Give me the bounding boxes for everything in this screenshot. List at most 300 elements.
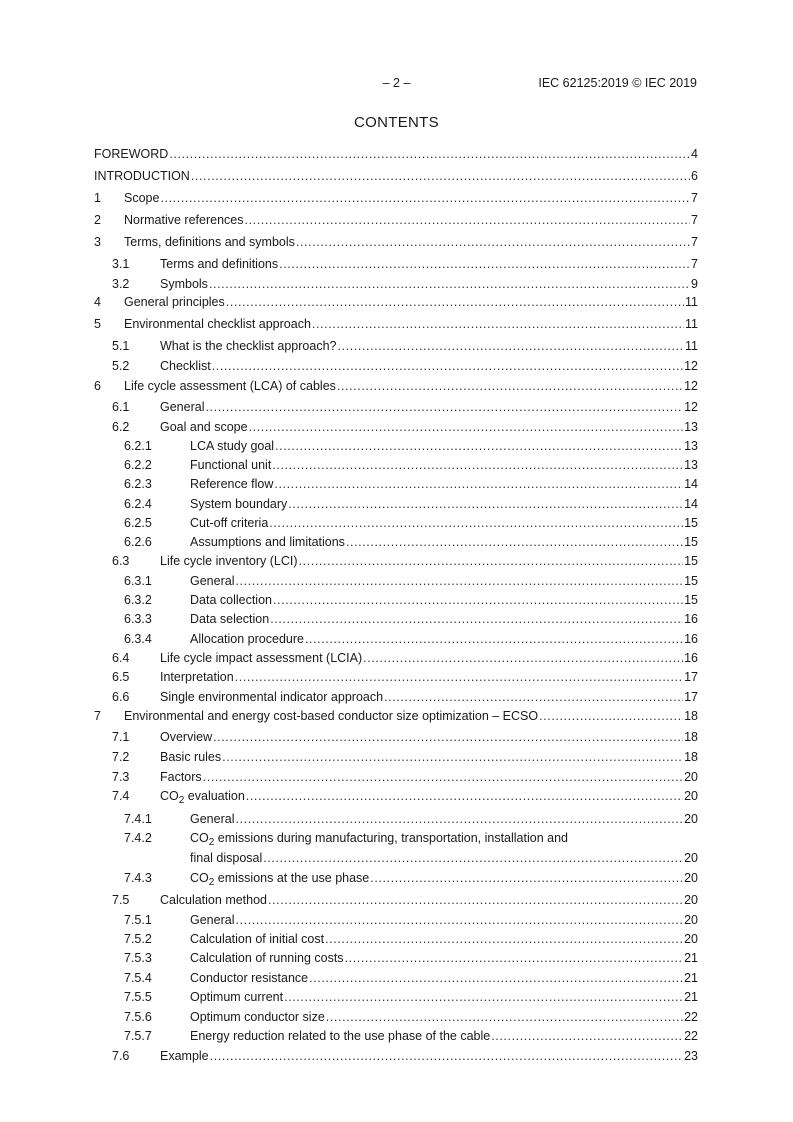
- entry-title: [124, 708, 538, 724]
- page-reference: 15: [684, 516, 698, 530]
- page-reference: 18: [684, 750, 698, 764]
- entry-number: 3.1: [112, 257, 130, 271]
- entry-number: 6.2.2: [124, 458, 152, 472]
- entry-body: [124, 212, 698, 228]
- page-reference: 7: [691, 235, 698, 249]
- entry-title: [124, 316, 311, 332]
- toc-entry[interactable]: [94, 378, 698, 394]
- entry-body: [190, 438, 698, 454]
- dot-leader: [205, 399, 683, 415]
- entry-title-text: Data selection: [190, 612, 270, 626]
- dot-leader: [337, 378, 683, 394]
- entry-number: 7.4.3: [124, 871, 152, 885]
- toc-entry[interactable]: [94, 970, 698, 986]
- entry-body: [190, 631, 698, 647]
- entry-number: 4: [94, 295, 101, 309]
- dot-leader: [210, 1048, 683, 1064]
- entry-number: 7.5.3: [124, 951, 152, 965]
- entry-body: [190, 850, 698, 866]
- entry-body: [94, 146, 698, 162]
- entry-number: 5: [94, 317, 101, 331]
- entry-title-text: Cut-off criteria: [190, 516, 269, 530]
- dot-leader: [269, 515, 683, 531]
- entry-number: 6.3.4: [124, 632, 152, 646]
- toc-entry[interactable]: [94, 1028, 698, 1044]
- running-header: [0, 76, 793, 92]
- entry-body: [160, 788, 698, 804]
- toc-entry[interactable]: [94, 316, 698, 332]
- toc-entry[interactable]: [94, 276, 698, 292]
- entry-title: [160, 358, 211, 374]
- entry-title: [190, 989, 283, 1005]
- dot-leader: [203, 769, 683, 785]
- page-reference: 20: [684, 913, 698, 927]
- entry-body: [124, 708, 698, 724]
- dot-leader: [326, 1009, 683, 1025]
- page-reference: 20: [684, 893, 698, 907]
- page-reference: 9: [691, 277, 698, 291]
- entry-body: [160, 650, 698, 666]
- entry-body: [190, 534, 698, 550]
- document-reference: IEC 62125:2019 © IEC 2019: [538, 76, 697, 90]
- toc-entry[interactable]: [94, 515, 698, 531]
- entry-title: [160, 729, 212, 745]
- entry-title: [160, 256, 278, 272]
- page-reference: 20: [684, 770, 698, 784]
- subscript: 2: [208, 837, 215, 848]
- entry-number: 6.3.2: [124, 593, 152, 607]
- entry-title-text: Terms, definitions and symbols: [124, 235, 295, 249]
- entry-number: 7.5.6: [124, 1010, 152, 1024]
- entry-title: [190, 850, 262, 866]
- toc-entry[interactable]: [94, 496, 698, 512]
- dot-leader: [305, 631, 683, 647]
- toc-entry[interactable]: [94, 611, 698, 627]
- entry-title: [160, 650, 362, 666]
- toc-entry[interactable]: [94, 769, 698, 785]
- entry-number: 7.5: [112, 893, 130, 907]
- toc-entry[interactable]: [94, 850, 698, 866]
- entry-number: 6.2.4: [124, 497, 152, 511]
- toc-entry[interactable]: [94, 438, 698, 454]
- dot-leader: [325, 931, 683, 947]
- toc-entry[interactable]: [94, 212, 698, 228]
- entry-title: [160, 1048, 209, 1064]
- toc-entry[interactable]: [94, 931, 698, 947]
- entry-body: [190, 592, 698, 608]
- entry-body: [190, 830, 698, 846]
- entry-number: 7.4.1: [124, 812, 152, 826]
- dot-leader: [279, 256, 690, 272]
- entry-title: [160, 788, 245, 804]
- toc-entry[interactable]: [94, 168, 698, 184]
- page-reference: 16: [684, 632, 698, 646]
- page-reference: 20: [684, 932, 698, 946]
- entry-title: [160, 419, 248, 435]
- page-reference: 22: [684, 1029, 698, 1043]
- page-reference: 20: [684, 871, 698, 885]
- toc-entry[interactable]: [94, 950, 698, 966]
- page-reference: 11: [685, 339, 698, 353]
- entry-title: [190, 1028, 490, 1044]
- page-reference: 22: [684, 1010, 698, 1024]
- entry-title: [190, 970, 308, 986]
- entry-body: [190, 970, 698, 986]
- entry-title: [190, 534, 345, 550]
- entry-number: 6.2.6: [124, 535, 152, 549]
- toc-entry[interactable]: [94, 146, 698, 162]
- page-reference: 21: [684, 971, 698, 985]
- entry-body: [94, 168, 698, 184]
- page-reference: 13: [684, 458, 698, 472]
- entry-title-text: Optimum current: [190, 990, 284, 1004]
- dot-leader: [249, 419, 684, 435]
- entry-title-text: CO: [160, 789, 179, 803]
- dot-leader: [363, 650, 683, 666]
- entry-number: 7.5.2: [124, 932, 152, 946]
- entry-number: 5.1: [112, 339, 130, 353]
- dot-leader: [235, 912, 683, 928]
- toc-entry[interactable]: [94, 476, 698, 492]
- toc-entry[interactable]: [94, 190, 698, 206]
- page-reference: 20: [684, 812, 698, 826]
- toc-entry[interactable]: [94, 669, 698, 685]
- entry-body: [124, 190, 698, 206]
- page-reference: 18: [684, 709, 698, 723]
- page-reference: 4: [691, 147, 698, 161]
- page-number: – 2 –: [382, 76, 411, 90]
- entry-number: 6.3.1: [124, 574, 152, 588]
- toc-entry[interactable]: [94, 399, 698, 415]
- entry-body: [160, 689, 698, 705]
- entry-title: [190, 931, 324, 947]
- entry-title: [190, 573, 234, 589]
- toc-entry[interactable]: [94, 729, 698, 745]
- entry-title-text: Conductor resistance: [190, 971, 309, 985]
- toc-entry[interactable]: [94, 294, 698, 310]
- entry-title: [94, 146, 168, 162]
- toc-entry[interactable]: [94, 1048, 698, 1064]
- page-reference: 13: [684, 439, 698, 453]
- entry-title-text: System boundary: [190, 497, 288, 511]
- page-reference: 15: [684, 535, 698, 549]
- entry-title-text: Energy reduction related to the use phase of the cable: [190, 1029, 491, 1043]
- entry-title: [160, 689, 383, 705]
- entry-title-text: evaluation: [184, 789, 245, 803]
- entry-title: [160, 669, 234, 685]
- page-reference: 7: [691, 213, 698, 227]
- entry-number: 7.4.2: [124, 831, 152, 845]
- dot-leader: [160, 190, 690, 206]
- entry-title-text: emissions at the use phase: [214, 871, 370, 885]
- entry-title-text: CO: [190, 831, 209, 845]
- entry-title: [190, 515, 268, 531]
- entry-title-text: Calculation of running costs: [190, 951, 344, 965]
- entry-body: [190, 1009, 698, 1025]
- entry-title-text: Single environmental indicator approach: [160, 690, 384, 704]
- dot-leader: [337, 338, 684, 354]
- page-reference: 12: [684, 359, 698, 373]
- page-reference: 12: [684, 400, 698, 414]
- entry-body: [190, 457, 698, 473]
- entry-title-text: CO: [190, 871, 209, 885]
- dot-leader: [274, 476, 683, 492]
- page-reference: 7: [691, 191, 698, 205]
- page-reference: 20: [684, 851, 698, 865]
- dot-leader: [235, 573, 683, 589]
- entry-title: [160, 892, 267, 908]
- entry-title-text: Life cycle impact assessment (LCIA): [160, 651, 363, 665]
- entry-number: 6.5: [112, 670, 130, 684]
- entry-title-text: Checklist: [160, 359, 211, 373]
- entry-body: [190, 573, 698, 589]
- entry-number: 6.3.3: [124, 612, 152, 626]
- entry-number: 6.2.3: [124, 477, 152, 491]
- entry-body: [160, 358, 698, 374]
- entry-number: 7.3: [112, 770, 130, 784]
- entry-number: 6: [94, 379, 101, 393]
- entry-title-text: LCA study goal: [190, 439, 275, 453]
- entry-body: [160, 769, 698, 785]
- entry-title: [124, 190, 159, 206]
- subscript: 2: [178, 795, 185, 806]
- dot-leader: [235, 669, 683, 685]
- dot-leader: [288, 496, 683, 512]
- toc-entry[interactable]: [94, 830, 698, 846]
- entry-title: [124, 378, 336, 394]
- toc-entry[interactable]: [94, 457, 698, 473]
- dot-leader: [491, 1028, 683, 1044]
- dot-leader: [235, 811, 683, 827]
- entry-body: [190, 496, 698, 512]
- dot-leader: [212, 358, 683, 374]
- entry-title-text: Normative references: [124, 213, 244, 227]
- entry-body: [190, 870, 698, 886]
- toc-entry[interactable]: [94, 534, 698, 550]
- entry-body: [190, 931, 698, 947]
- dot-leader: [312, 316, 684, 332]
- entry-body: [124, 294, 698, 310]
- entry-title-text: Environmental checklist approach: [124, 317, 311, 331]
- toc-entry[interactable]: [94, 989, 698, 1005]
- entry-body: [160, 553, 698, 569]
- entry-number: 7.5.7: [124, 1029, 152, 1043]
- toc-entry[interactable]: [94, 788, 698, 804]
- entry-number: 6.4: [112, 651, 130, 665]
- page-title: CONTENTS: [354, 114, 439, 131]
- entry-number: 7.5.5: [124, 990, 152, 1004]
- page-reference: 21: [684, 951, 698, 965]
- dot-leader: [270, 611, 683, 627]
- dot-leader: [539, 708, 683, 724]
- entry-title-text: General: [190, 812, 235, 826]
- page-reference: 21: [684, 990, 698, 1004]
- entry-title-text: Life cycle inventory (LCI): [160, 554, 298, 568]
- dot-leader: [370, 870, 683, 886]
- entry-number: 6.6: [112, 690, 130, 704]
- toc-entry[interactable]: [94, 892, 698, 908]
- entry-title-text: General: [190, 913, 235, 927]
- page-reference: 16: [684, 612, 698, 626]
- dot-leader: [345, 950, 684, 966]
- entry-number: 7.2: [112, 750, 130, 764]
- dot-leader: [245, 212, 691, 228]
- page-reference: 18: [684, 730, 698, 744]
- dot-leader: [275, 438, 683, 454]
- page-reference: 23: [684, 1049, 698, 1063]
- entry-title-text: Overview: [160, 730, 213, 744]
- entry-title-text: Example: [160, 1049, 209, 1063]
- entry-number: 6.3: [112, 554, 130, 568]
- entry-title-text: emissions during manufacturing, transportation, installation and: [214, 831, 568, 845]
- entry-body: [190, 476, 698, 492]
- toc-entry[interactable]: [94, 811, 698, 827]
- dot-leader: [191, 168, 690, 184]
- entry-body: [190, 811, 698, 827]
- entry-title: [190, 611, 269, 627]
- entry-title: [190, 476, 273, 492]
- page-reference: 17: [684, 670, 698, 684]
- entry-title: [160, 399, 204, 415]
- entry-title: [160, 769, 202, 785]
- toc-entry[interactable]: [94, 358, 698, 374]
- entry-number: 7.4: [112, 789, 130, 803]
- entry-body: [160, 399, 698, 415]
- entry-title: [124, 234, 295, 250]
- entry-title-text: Calculation of initial cost: [190, 932, 325, 946]
- entry-title: [124, 212, 244, 228]
- page-reference: 13: [684, 420, 698, 434]
- page-reference: 14: [684, 477, 698, 491]
- entry-title-text: General: [160, 400, 205, 414]
- page-reference: 17: [684, 690, 698, 704]
- toc-entry[interactable]: [94, 338, 698, 354]
- entry-title-text: General: [190, 574, 235, 588]
- page-reference: 11: [685, 317, 698, 331]
- entry-number: 6.1: [112, 400, 130, 414]
- toc-entry[interactable]: [94, 912, 698, 928]
- toc-entry[interactable]: [94, 650, 698, 666]
- entry-title: [190, 830, 568, 846]
- dot-leader: [346, 534, 683, 550]
- dot-leader: [169, 146, 690, 162]
- entry-body: [160, 1048, 698, 1064]
- entry-title: [190, 457, 271, 473]
- entry-title: [94, 168, 190, 184]
- toc-entry[interactable]: [94, 256, 698, 272]
- entry-title: [160, 276, 208, 292]
- entry-number: 7.1: [112, 730, 130, 744]
- entry-title-text: Assumptions and limitations: [190, 535, 345, 549]
- entry-title-text: Calculation method: [160, 893, 268, 907]
- dot-leader: [273, 592, 683, 608]
- entry-title: [190, 496, 287, 512]
- entry-title-text: Optimum conductor size: [190, 1010, 325, 1024]
- entry-title-text: Factors: [160, 770, 202, 784]
- toc-entry[interactable]: [94, 234, 698, 250]
- entry-title: [190, 811, 234, 827]
- dot-leader: [213, 729, 683, 745]
- dot-leader: [263, 850, 683, 866]
- entry-title: [190, 870, 369, 886]
- entry-body: [190, 950, 698, 966]
- toc-entry[interactable]: [94, 708, 698, 724]
- entry-number: 5.2: [112, 359, 130, 373]
- entry-body: [160, 419, 698, 435]
- page-reference: 15: [684, 574, 698, 588]
- toc-entry[interactable]: [94, 749, 698, 765]
- entry-body: [160, 729, 698, 745]
- entry-title-text: Symbols: [160, 277, 208, 291]
- toc-entry[interactable]: [94, 553, 698, 569]
- entry-body: [160, 669, 698, 685]
- dot-leader: [384, 689, 683, 705]
- dot-leader: [246, 788, 683, 804]
- toc-entry[interactable]: [94, 419, 698, 435]
- page-reference: 12: [684, 379, 698, 393]
- entry-title: [190, 631, 304, 647]
- entry-body: [124, 234, 698, 250]
- entry-body: [124, 378, 698, 394]
- entry-number: 2: [94, 213, 101, 227]
- toc-entry[interactable]: [94, 689, 698, 705]
- entry-body: [160, 256, 698, 272]
- dot-leader: [209, 276, 690, 292]
- dot-leader: [226, 294, 684, 310]
- page-reference: 15: [684, 593, 698, 607]
- dot-leader: [222, 749, 683, 765]
- entry-title: [190, 912, 234, 928]
- entry-title-text: Environmental and energy cost-based conductor size optimization – ECSO: [124, 709, 539, 723]
- entry-title-text: Goal and scope: [160, 420, 248, 434]
- entry-number: 7.6: [112, 1049, 130, 1063]
- entry-body: [190, 989, 698, 1005]
- entry-title-text: Functional unit: [190, 458, 272, 472]
- page-reference: 15: [684, 554, 698, 568]
- entry-body: [124, 316, 698, 332]
- entry-body: [160, 749, 698, 765]
- page-reference: 16: [684, 651, 698, 665]
- entry-body: [190, 611, 698, 627]
- entry-number: 6.2.5: [124, 516, 152, 530]
- dot-leader: [284, 989, 683, 1005]
- entry-title-text: Reference flow: [190, 477, 274, 491]
- entry-title-text: General principles: [124, 295, 225, 309]
- toc-entry[interactable]: [94, 870, 698, 886]
- toc-entry[interactable]: [94, 573, 698, 589]
- entry-body: [160, 276, 698, 292]
- toc-entry[interactable]: [94, 592, 698, 608]
- entry-title: [160, 749, 221, 765]
- entry-title-text: FOREWORD: [94, 147, 169, 161]
- dot-leader: [268, 892, 683, 908]
- entry-title-text: Basic rules: [160, 750, 222, 764]
- entry-title-text: Data collection: [190, 593, 272, 607]
- page-reference: 7: [691, 257, 698, 271]
- entry-title: [124, 294, 225, 310]
- entry-title: [160, 553, 298, 569]
- toc-entry[interactable]: [94, 631, 698, 647]
- entry-title: [190, 592, 272, 608]
- dot-leader: [272, 457, 683, 473]
- entry-number: 6.2: [112, 420, 130, 434]
- entry-body: [160, 892, 698, 908]
- entry-title-text: Life cycle assessment (LCA) of cables: [124, 379, 336, 393]
- entry-number: 3: [94, 235, 101, 249]
- entry-number: 7: [94, 709, 101, 723]
- toc-entry[interactable]: [94, 1009, 698, 1025]
- dot-leader: [296, 234, 690, 250]
